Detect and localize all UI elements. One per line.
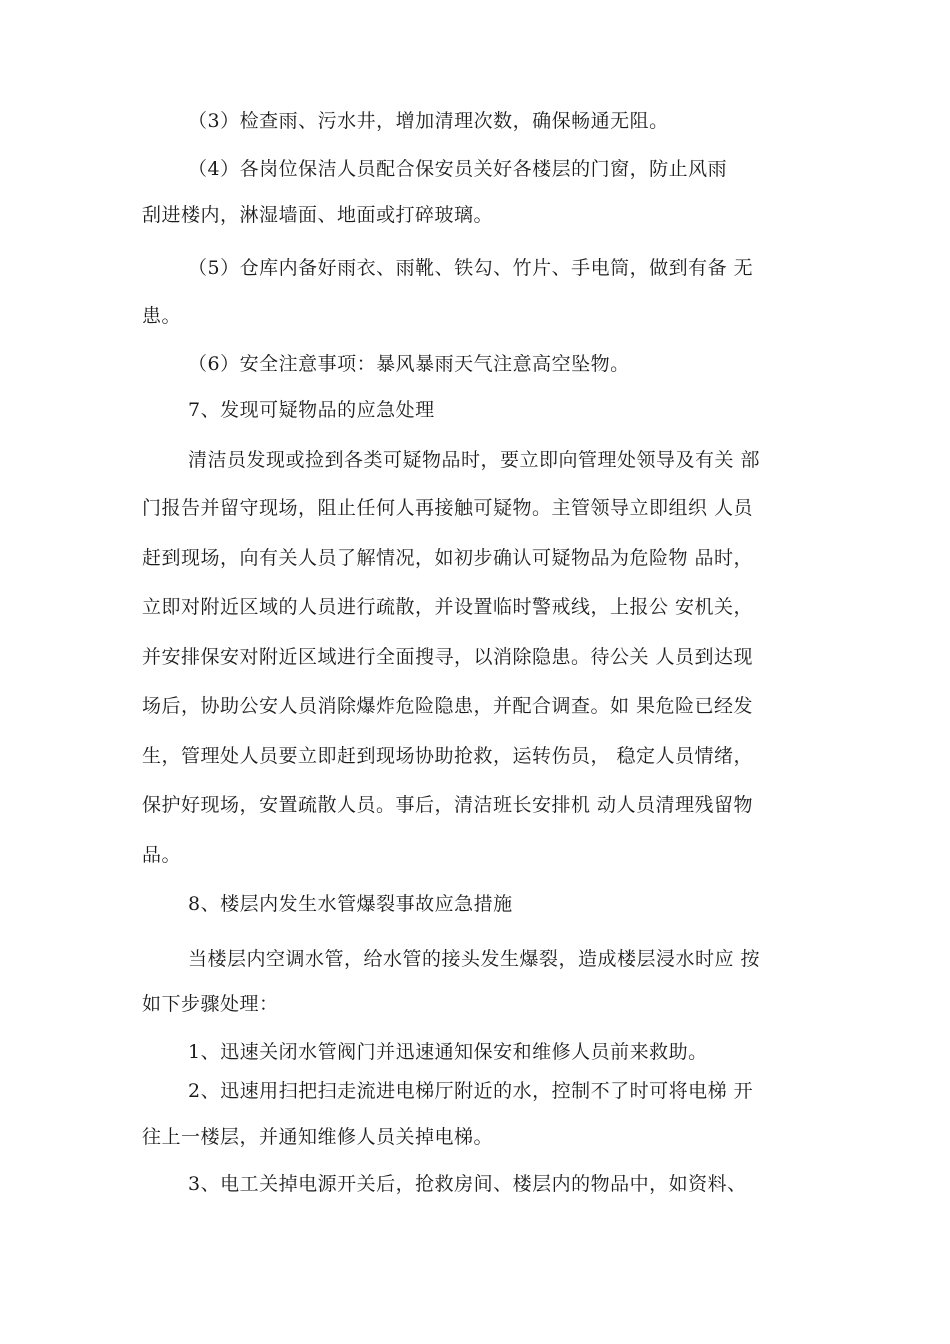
paragraph-line: 当楼层内空调水管，给水管的接头发生爆裂，造成楼层浸水时应 按 — [188, 948, 761, 970]
list-item: 1、迅速关闭水管阀门并迅速通知保安和维修人员前来救助。 — [188, 1041, 708, 1063]
list-item: 3、电工关掉电源开关后，抢救房间、楼层内的物品中，如资料、 — [188, 1173, 747, 1195]
paragraph-line: 并安排保安对附近区域进行全面搜寻，以消除隐患。待公关 人员到达现 — [142, 646, 754, 668]
paragraph-line: 患。 — [142, 305, 182, 327]
section-heading: 8、楼层内发生水管爆裂事故应急措施 — [188, 893, 513, 915]
list-item: 2、迅速用扫把扫走流进电梯厅附近的水，控制不了时可将电梯 开 — [188, 1080, 754, 1102]
paragraph-line: 保护好现场，安置疏散人员。事后，清洁班长安排机 动人员清理残留物 — [142, 794, 754, 816]
paragraph-line: 刮进楼内，淋湿墙面、地面或打碎玻璃。 — [142, 204, 494, 226]
section-heading: 7、发现可疑物品的应急处理 — [188, 399, 435, 421]
paragraph-line: （4）各岗位保洁人员配合保安员关好各楼层的门窗，防止风雨 — [188, 158, 728, 180]
paragraph-line: 如下步骤处理： — [142, 993, 279, 1015]
paragraph-line: 清洁员发现或捡到各类可疑物品时，要立即向管理处领导及有关 部 — [188, 449, 761, 471]
paragraph-line: 品。 — [142, 844, 182, 866]
paragraph-line: 场后，协助公安人员消除爆炸危险隐患，并配合调查。如 果危险已经发 — [142, 695, 754, 717]
paragraph-line: （6）安全注意事项：暴风暴雨天气注意高空坠物。 — [188, 353, 630, 375]
paragraph-line: 往上一楼层，并通知维修人员关掉电梯。 — [142, 1126, 494, 1148]
paragraph-line: 赶到现场，向有关人员了解情况，如初步确认可疑物品为危险物 品时， — [142, 547, 754, 569]
paragraph-line: 门报告并留守现场，阻止任何人再接触可疑物。主管领导立即组织 人员 — [142, 497, 754, 519]
paragraph-line: （3）检查雨、污水井，增加清理次数，确保畅通无阻。 — [188, 110, 669, 132]
paragraph-line: （5）仓库内备好雨衣、雨靴、铁勾、竹片、手电筒，做到有备 无 — [188, 257, 754, 279]
paragraph-line: 立即对附近区域的人员进行疏散，并设置临时警戒线，上报公 安机关， — [142, 596, 754, 618]
paragraph-line: 生，管理处人员要立即赶到现场协助抢救，运转伤员， 稳定人员情绪， — [142, 745, 754, 767]
